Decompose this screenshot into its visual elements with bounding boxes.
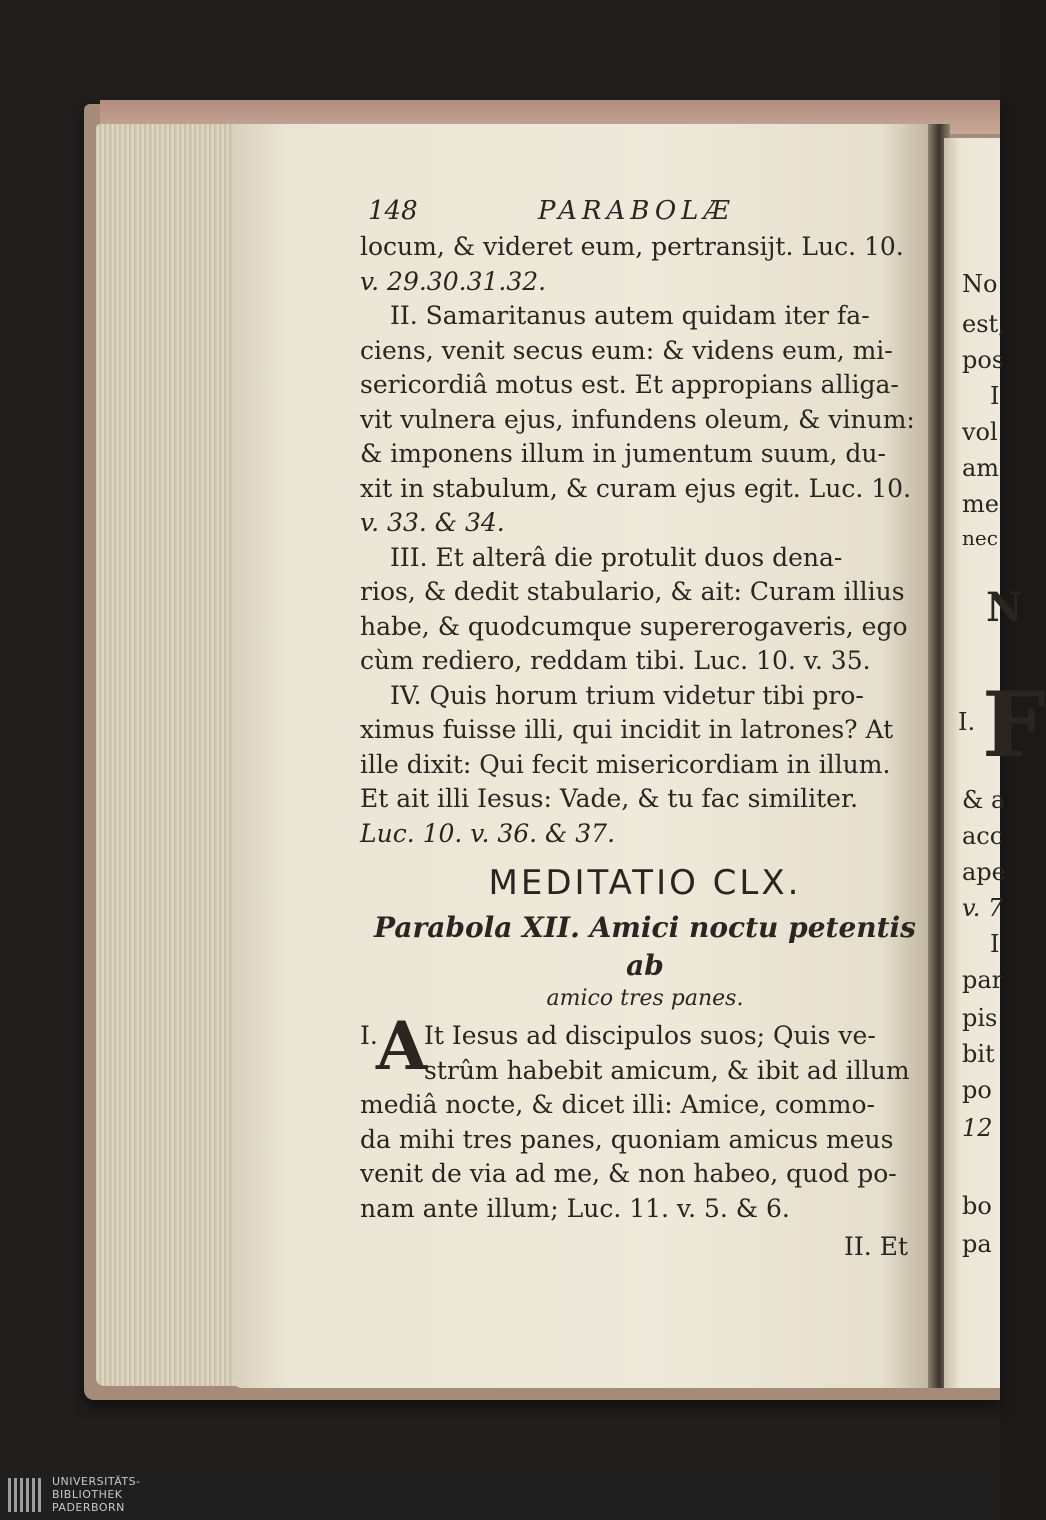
text-line: Luc. 10. v. 36. & 37. [360,818,616,848]
meditation-title: MEDITATIO CLX. [488,863,802,903]
right-page-fragment: & a [962,786,1006,814]
right-page-fragment: 12 [962,1114,993,1142]
text-line: habe, & quodcumque supererogaveris, ego [360,611,908,641]
text-line: da mihi tres panes, quoniam amicus meus [360,1124,894,1154]
text-line: IV. Quis horum trium videtur tibi pro- [390,680,864,710]
body-lines [360,230,930,851]
right-page-fragment: v. 7 [962,894,1004,922]
text-line: v. 33. & 34. [360,508,505,537]
text-line: xit in stabulum, & curam ejus egit. Luc. 10. [360,473,912,503]
text-line: rios, & dedit stabulario, & ait: Curam illius [360,577,905,606]
right-page-fragment: I [990,930,1000,958]
catchword: II. Et [844,1232,908,1261]
text-line: vit vulnera ejus, infundens oleum, & vinum: [360,404,915,434]
right-page-fragment: bo [962,1192,992,1220]
text-line: nam ante illum; Luc. 11. v. 5. & 6. [360,1193,790,1223]
dropcap-paragraph [360,1007,930,1088]
library-name-line: BIBLIOTHEK [52,1488,123,1501]
text-line: v. 29.30.31.32. [360,266,547,296]
right-page-fragment: vol [962,418,998,446]
right-page-dropcap: F [982,672,1046,778]
text-line: mediâ nocte, & dicet illi: Amice, commo- [360,1090,875,1119]
text-line: & imponens illum in jumentum suum, du- [360,439,886,468]
right-page-fragment: nec [962,526,998,550]
text-line: It Iesus ad discipulos suos; Quis ve- [424,1021,876,1050]
right-page-fragment: ape [962,858,1006,886]
text-line: venit de via ad me, & non habeo, quod po- [360,1159,897,1188]
text-line: ille dixit: Qui fecit misericordiam in illum. [360,749,891,779]
right-page-fragment: est, [962,310,1006,338]
right-page-fragment: am [962,454,1000,482]
library-logo-icon [0,1470,46,1520]
right-page-fragment: me [962,490,999,518]
library-name-line: UNIVERSITÄTS- [52,1475,141,1488]
text-line: strûm habebit amicum, & ibit ad illum [424,1055,910,1085]
library-name [52,1475,141,1514]
text-line: cùm rediero, reddam tibi. Luc. 10. v. 35. [360,646,871,675]
text-line: locum, & videret eum, pertransijt. Luc. 10. [360,232,904,261]
right-page-fragment: pis [962,1004,998,1032]
running-head-title: PARABOLÆ [538,196,735,226]
dropcap-prefix: I. [360,1021,378,1050]
right-page-fragment: I [990,382,1000,410]
page-number: 148 [368,196,418,226]
right-page-heading-initial: N [986,584,1023,631]
right-page-fragment: No [962,270,998,298]
right-page-fragment: acc [962,822,1004,850]
text-line: ciens, venit secus eum: & videns eum, mi- [360,335,893,365]
left-page-text [360,190,930,1265]
text-line: Et ait illi Iesus: Vade, & tu fac similiter. [360,784,859,813]
right-page-fragment: pa [962,1230,992,1258]
parable-title: Parabola XII. Amici noctu petentis ab [374,911,916,982]
dropcap-letter: A [376,1007,428,1085]
text-line: III. Et alterâ die protulit duos dena- [390,542,843,572]
parable-subtitle: amico tres panes. [546,986,744,1011]
library-name-line: PADERBORN [52,1501,125,1514]
text-line: ximus fuisse illi, qui incidit in latrones? At [360,715,894,744]
right-page-fragment: bit [962,1040,995,1068]
running-head [360,190,930,230]
library-footer [0,1470,1000,1520]
text-line: sericordiâ motus est. Et appropians alliga- [360,370,899,399]
right-page-fragment: pos [962,346,1005,374]
text-line: II. Samaritanus autem quidam iter fa- [390,301,870,330]
right-page-fragment: par [962,966,1004,994]
right-page-fragment: po [962,1076,992,1104]
right-page-fragment: I. [958,708,976,736]
